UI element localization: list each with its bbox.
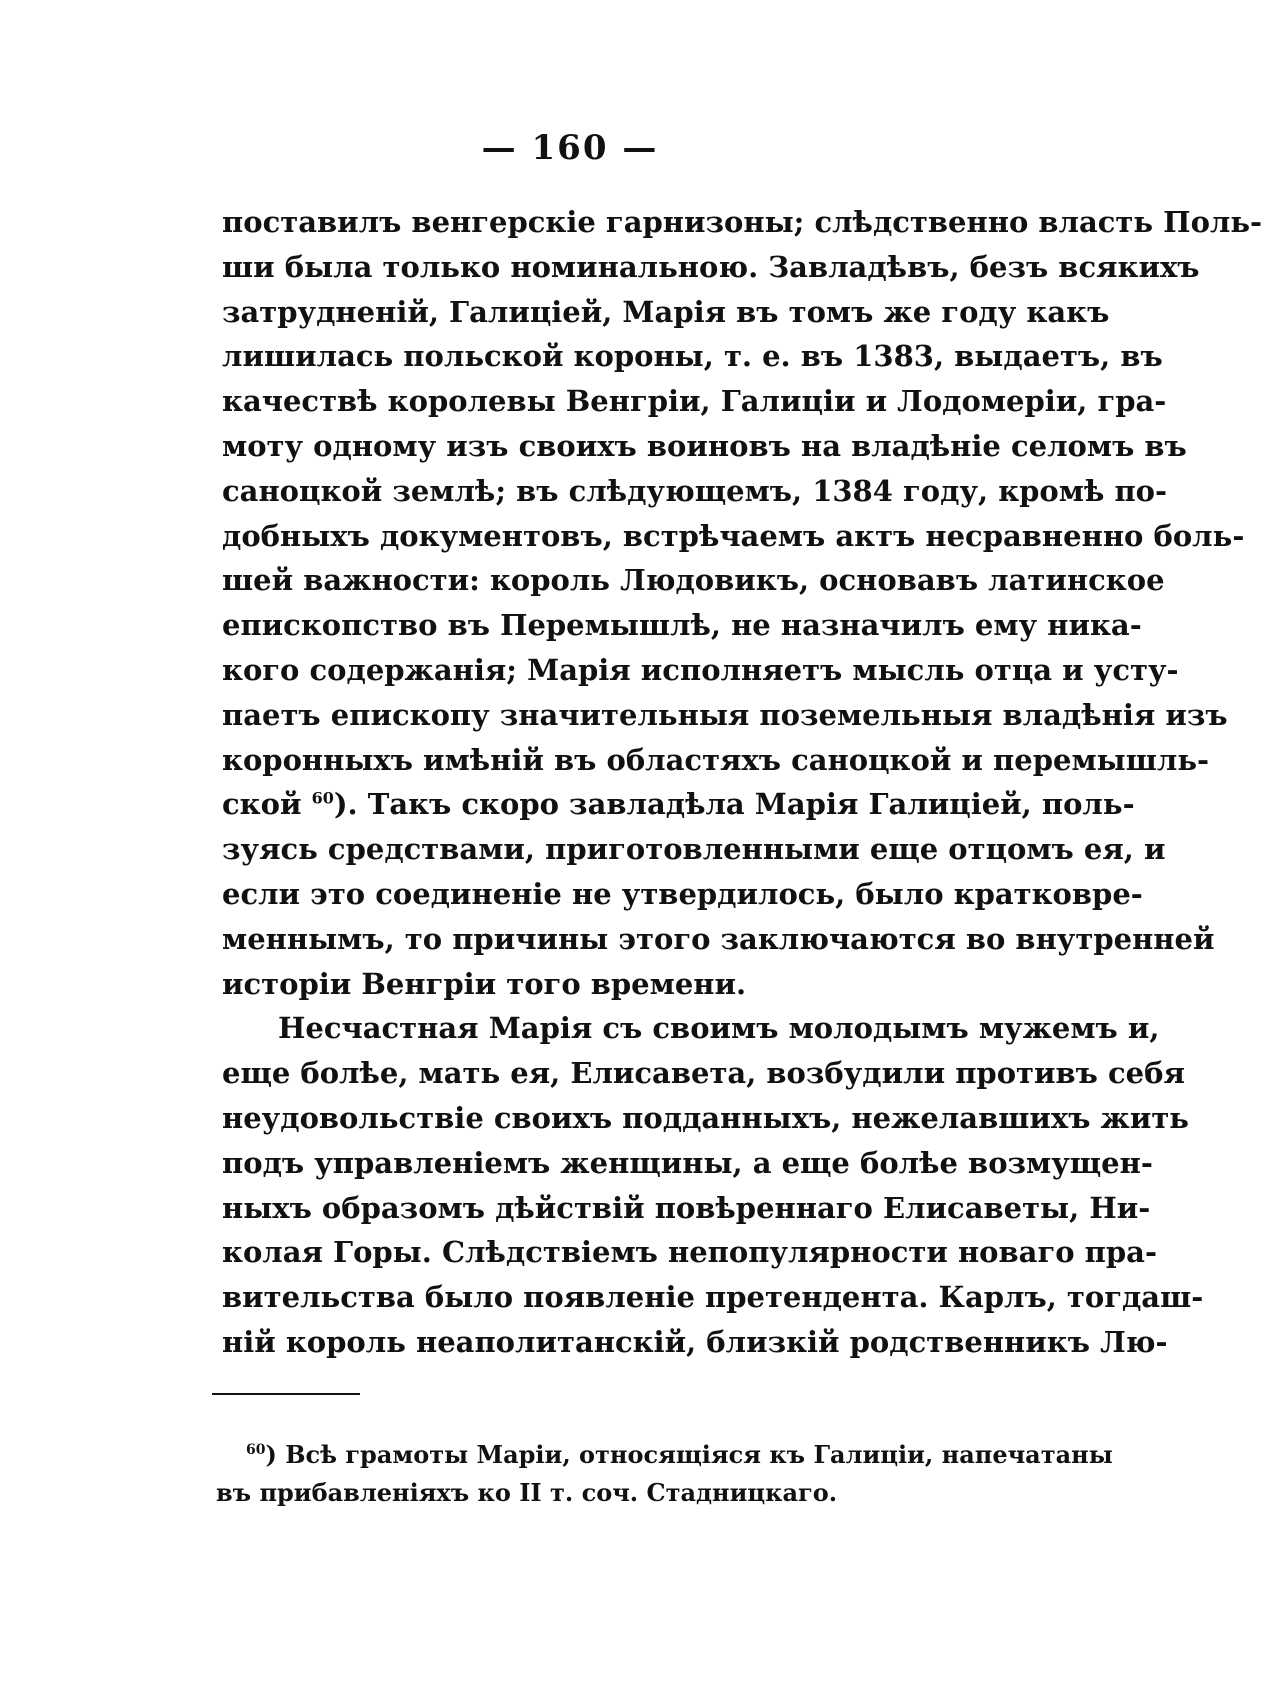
footnote-reference[interactable]: 60 bbox=[311, 788, 334, 808]
footnote-text: ) Всѣ грамоты Маріи, относящіяся къ Галиціи, напечатаны bbox=[265, 1440, 1113, 1469]
text-line: ныхъ образомъ дѣйствій повѣреннаго Елисаветы, Ни- bbox=[222, 1190, 1151, 1225]
text-line: подъ управленіемъ женщины, а еще болѣе возмущен- bbox=[222, 1145, 1153, 1180]
text-line: саноцкой землѣ; въ слѣдующемъ, 1384 году, кромѣ по- bbox=[222, 473, 1168, 508]
text-line: если это соединеніе не утвердилось, было кратковре- bbox=[222, 876, 1143, 911]
page-number: — 160 — bbox=[481, 128, 659, 168]
text-line: неудовольствіе своихъ подданныхъ, нежелавшихъ жить bbox=[222, 1100, 1189, 1135]
text-line: коронныхъ имѣній въ областяхъ саноцкой и перемышль- bbox=[222, 742, 1210, 777]
text-line: зуясь средствами, приготовленными еще отцомъ ея, и bbox=[222, 832, 1166, 867]
text-line: добныхъ документовъ, встрѣчаемъ актъ несравненно боль- bbox=[222, 518, 1245, 553]
text-line: ній король неаполитанскій, близкій родственникъ Лю- bbox=[222, 1324, 1168, 1359]
text-segment: ). Такъ скоро завладѣла Марія Галиціей, поль- bbox=[333, 787, 1135, 822]
main-text bbox=[222, 200, 1262, 1365]
text-line: шей важности: король Людовикъ, основавъ латинское bbox=[222, 563, 1165, 598]
text-line: поставилъ венгерскіе гарнизоны; слѣдственно власть Поль- bbox=[222, 205, 1262, 239]
footnote-divider bbox=[212, 1393, 360, 1395]
text-line: вительства было появленіе претендента. Карлъ, тогдаш- bbox=[222, 1280, 1204, 1315]
text-line-with-note bbox=[222, 782, 1135, 827]
text-line: ши была только номинальною. Завладѣвъ, безъ всякихъ bbox=[222, 249, 1200, 284]
footnote-line: въ прибавленіяхъ ко II т. соч. Стадницкаго. bbox=[216, 1478, 838, 1507]
text-line: кого содержанія; Марія исполняетъ мысль отца и усту- bbox=[222, 652, 1179, 687]
text-line: моту одному изъ своихъ воиновъ на владѣніе селомъ въ bbox=[222, 428, 1187, 463]
text-line: качествѣ королевы Венгріи, Галиціи и Лодомеріи, гра- bbox=[222, 384, 1167, 419]
text-line: лишилась польской короны, т. е. въ 1383, выдаетъ, въ bbox=[222, 339, 1163, 374]
text-line: паетъ епископу значительныя поземельныя владѣнія изъ bbox=[222, 697, 1228, 732]
text-line: Несчастная Марія съ своимъ молодымъ мужемъ и, bbox=[278, 1011, 1160, 1046]
text-line: меннымъ, то причины этого заключаются во внутренней bbox=[222, 921, 1215, 956]
footnote-marker: 60 bbox=[246, 1442, 266, 1458]
text-segment: ской bbox=[222, 787, 302, 822]
text-line: затрудненій, Галиціей, Марія въ томъ же году какъ bbox=[222, 294, 1110, 329]
text-line: исторіи Венгріи того времени. bbox=[222, 966, 747, 1001]
text-line: еще болѣе, мать ея, Елисавета, возбудили противъ себя bbox=[222, 1056, 1185, 1091]
text-line: епископство въ Перемышлѣ, не назначилъ ему ника- bbox=[222, 608, 1142, 643]
text-line: колая Горы. Слѣдствіемъ непопулярности новаго пра- bbox=[222, 1235, 1158, 1270]
footnote bbox=[216, 1436, 1113, 1512]
footnote-line bbox=[216, 1436, 1113, 1474]
